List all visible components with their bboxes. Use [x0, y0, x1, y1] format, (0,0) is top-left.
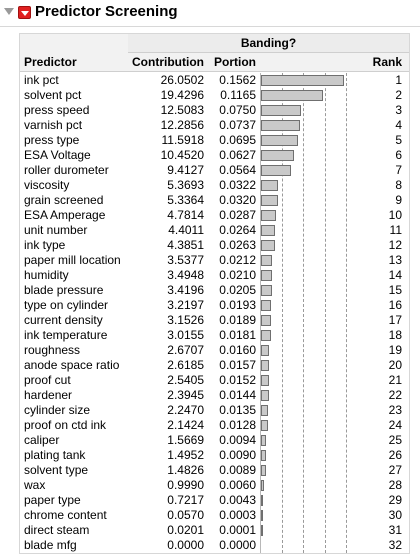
- portion-bar: [261, 210, 276, 221]
- predictor-cell: hardener: [24, 388, 73, 402]
- predictor-cell: ink temperature: [24, 328, 108, 342]
- portion-cell: 0.0627: [219, 148, 256, 162]
- predictor-cell: wax: [24, 478, 46, 492]
- table-row[interactable]: [20, 358, 409, 373]
- portion-cell: 0.0128: [219, 418, 256, 432]
- table-row[interactable]: [20, 538, 409, 553]
- table-row[interactable]: [20, 118, 409, 133]
- rank-cell: 16: [388, 298, 402, 312]
- portion-bar-cell: [261, 253, 367, 268]
- report-outline-header: [0, 0, 420, 28]
- table-row[interactable]: [20, 268, 409, 283]
- table-row[interactable]: [20, 88, 409, 103]
- contribution-cell: 1.4826: [167, 463, 204, 477]
- predictor-cell: current density: [24, 313, 103, 327]
- portion-cell: 0.0212: [219, 253, 256, 267]
- table-row[interactable]: [20, 238, 409, 253]
- portion-bar-cell: [261, 493, 367, 508]
- predictor-cell: blade pressure: [24, 283, 104, 297]
- portion-cell: 0.1562: [219, 73, 256, 87]
- table-row[interactable]: [20, 523, 409, 538]
- rank-cell: 25: [388, 433, 402, 447]
- portion-bar-cell: [261, 268, 367, 283]
- rank-cell: 3: [395, 103, 402, 117]
- contribution-cell: 3.4196: [167, 283, 204, 297]
- table-row[interactable]: [20, 313, 409, 328]
- predictor-cell: solvent pct: [24, 88, 82, 102]
- predictor-cell: solvent type: [24, 463, 89, 477]
- portion-cell: 0.0003: [219, 508, 256, 522]
- contribution-cell: 2.6707: [167, 343, 204, 357]
- predictor-cell: plating tank: [24, 448, 86, 462]
- table-body: [20, 73, 409, 553]
- portion-bar-cell: [261, 448, 367, 463]
- portion-bar: [261, 495, 263, 506]
- table-row[interactable]: [20, 343, 409, 358]
- predictor-cell: press type: [24, 133, 80, 147]
- contribution-cell: 3.1526: [167, 313, 204, 327]
- portion-cell: 0.0060: [219, 478, 256, 492]
- portion-bar-cell: [261, 238, 367, 253]
- portion-bar-cell: [261, 223, 367, 238]
- portion-bar: [261, 420, 268, 431]
- rank-cell: 30: [388, 508, 402, 522]
- portion-cell: 0.0695: [219, 133, 256, 147]
- portion-bar-cell: [261, 118, 367, 133]
- predictor-cell: caliper: [24, 433, 60, 447]
- predictor-cell: press speed: [24, 103, 90, 117]
- portion-bar: [261, 255, 272, 266]
- portion-bar-cell: [261, 163, 367, 178]
- rank-cell: 7: [395, 163, 402, 177]
- portion-cell: 0.0287: [219, 208, 256, 222]
- portion-cell: 0.0205: [219, 283, 256, 297]
- contribution-cell: 4.4011: [168, 223, 204, 237]
- portion-bar-cell: [261, 328, 367, 343]
- portion-cell: 0.0094: [219, 433, 256, 447]
- table-row[interactable]: [20, 253, 409, 268]
- contribution-cell: 1.4952: [167, 448, 204, 462]
- portion-cell: 0.0160: [219, 343, 256, 357]
- portion-cell: 0.0193: [219, 298, 256, 312]
- predictor-cell: cylinder size: [24, 403, 91, 417]
- portion-bar-cell: [261, 73, 367, 88]
- portion-cell: 0.0135: [219, 403, 256, 417]
- portion-cell: 0.0001: [219, 523, 256, 537]
- contribution-cell: 12.5083: [160, 103, 204, 117]
- contribution-cell: 0.0000: [167, 538, 204, 552]
- rank-cell: 18: [388, 328, 402, 342]
- portion-bar-cell: [261, 358, 367, 373]
- rank-cell: 11: [389, 223, 402, 237]
- portion-bar-cell: [261, 343, 367, 358]
- predictor-cell: proof cut: [24, 373, 71, 387]
- portion-bar: [261, 510, 263, 521]
- portion-bar: [261, 360, 269, 371]
- portion-bar-cell: [261, 433, 367, 448]
- predictor-cell: blade mfg: [24, 538, 77, 552]
- portion-bar: [261, 105, 301, 116]
- table-row[interactable]: [20, 433, 409, 448]
- predictor-cell: ESA Amperage: [24, 208, 106, 222]
- rank-cell: 32: [388, 538, 402, 552]
- predictor-cell: type on cylinder: [24, 298, 109, 312]
- table-row[interactable]: [20, 193, 409, 208]
- rank-cell: 8: [395, 178, 402, 192]
- rank-cell: 4: [395, 118, 402, 132]
- predictor-cell: anode space ratio: [24, 358, 120, 372]
- portion-bar-cell: [261, 373, 367, 388]
- predictor-cell: direct steam: [24, 523, 90, 537]
- collapse-triangle-icon[interactable]: [4, 8, 14, 15]
- portion-bar-cell: [261, 508, 367, 523]
- rank-cell: 26: [388, 448, 402, 462]
- contribution-cell: 5.3693: [167, 178, 204, 192]
- table-row[interactable]: [20, 388, 409, 403]
- predictor-cell: humidity: [24, 268, 69, 282]
- group-header: Banding?: [128, 34, 409, 52]
- report-title: Predictor Screening: [35, 3, 178, 20]
- portion-cell: 0.0043: [219, 493, 256, 507]
- portion-bar: [261, 90, 323, 101]
- rank-cell: 9: [395, 193, 402, 207]
- portion-bar: [261, 525, 263, 536]
- contribution-cell: 10.4520: [160, 148, 204, 162]
- contribution-cell: 2.5405: [167, 373, 204, 387]
- menu-triangle-icon: [21, 11, 29, 16]
- contribution-cell: 2.6185: [167, 358, 204, 372]
- predictor-cell: ink type: [24, 238, 66, 252]
- contribution-cell: 4.3851: [167, 238, 204, 252]
- portion-cell: 0.0322: [219, 178, 256, 192]
- portion-cell: 0.0750: [219, 103, 256, 117]
- portion-bar: [261, 390, 269, 401]
- rank-cell: 5: [395, 133, 402, 147]
- column-header-portion[interactable]: Portion: [206, 53, 260, 71]
- portion-bar: [261, 300, 271, 311]
- rank-cell: 23: [388, 403, 402, 417]
- portion-bar: [261, 150, 294, 161]
- contribution-cell: 9.4127: [167, 163, 204, 177]
- predictor-cell: varnish pct: [24, 118, 83, 132]
- predictor-cell: roller durometer: [24, 163, 109, 177]
- portion-bar-cell: [261, 538, 367, 553]
- red-triangle-menu-button[interactable]: [18, 6, 31, 19]
- contribution-cell: 2.2470: [167, 403, 204, 417]
- contribution-cell: 12.2856: [160, 118, 204, 132]
- table-row[interactable]: [20, 463, 409, 478]
- portion-cell: 0.0564: [219, 163, 256, 177]
- contribution-cell: 3.4948: [167, 268, 204, 282]
- portion-cell: 0.0152: [219, 373, 256, 387]
- portion-bar: [261, 465, 266, 476]
- portion-cell: 0.1165: [220, 88, 256, 102]
- table-row[interactable]: [20, 448, 409, 463]
- rank-cell: 6: [395, 148, 402, 162]
- portion-bar-cell: [261, 103, 367, 118]
- portion-bar: [261, 480, 264, 491]
- portion-cell: 0.0264: [219, 223, 256, 237]
- contribution-cell: 1.5669: [167, 433, 204, 447]
- contribution-cell: 26.0502: [160, 73, 204, 87]
- portion-bar: [261, 75, 344, 86]
- contribution-cell: 4.7814: [167, 208, 204, 222]
- table-row[interactable]: [20, 508, 409, 523]
- portion-cell: 0.0000: [219, 538, 256, 552]
- portion-bar: [261, 375, 269, 386]
- portion-bar: [261, 165, 291, 176]
- rank-cell: 24: [388, 418, 402, 432]
- contribution-cell: 2.1424: [167, 418, 204, 432]
- predictor-cell: paper mill location: [24, 253, 121, 267]
- portion-cell: 0.0320: [219, 193, 256, 207]
- predictor-cell: unit number: [24, 223, 88, 237]
- portion-bar-cell: [261, 478, 367, 493]
- contribution-cell: 11.5918: [161, 133, 204, 147]
- table-row[interactable]: [20, 283, 409, 298]
- rank-cell: 27: [388, 463, 402, 477]
- portion-bar-cell: [261, 418, 367, 433]
- table-row[interactable]: [20, 298, 409, 313]
- rank-cell: 15: [388, 283, 402, 297]
- portion-cell: 0.0263: [219, 238, 256, 252]
- contribution-cell: 2.3945: [167, 388, 204, 402]
- portion-bar-cell: [261, 133, 367, 148]
- rank-cell: 13: [388, 253, 402, 267]
- portion-bar-cell: [261, 208, 367, 223]
- portion-bar-cell: [261, 283, 367, 298]
- table-row[interactable]: [20, 103, 409, 118]
- rank-cell: 21: [388, 373, 402, 387]
- contribution-cell: 0.9990: [167, 478, 204, 492]
- rank-cell: 12: [388, 238, 402, 252]
- portion-bar: [261, 195, 278, 206]
- column-header-rank[interactable]: Rank: [367, 53, 409, 71]
- contribution-cell: 19.4296: [160, 88, 204, 102]
- predictor-cell: roughness: [24, 343, 81, 357]
- rank-cell: 20: [388, 358, 402, 372]
- header-divider: [20, 71, 409, 72]
- portion-cell: 0.0089: [219, 463, 256, 477]
- rank-cell: 17: [388, 313, 402, 327]
- table-row[interactable]: [20, 328, 409, 343]
- predictor-cell: paper type: [24, 493, 81, 507]
- column-header-contribution[interactable]: Contribution: [128, 53, 206, 71]
- column-header-bar: [260, 53, 367, 71]
- contribution-cell: 0.0570: [167, 508, 204, 522]
- contribution-cell: 0.0201: [167, 523, 204, 537]
- portion-bar: [261, 435, 266, 446]
- contribution-cell: 5.3364: [167, 193, 204, 207]
- contribution-cell: 3.2197: [167, 298, 204, 312]
- portion-cell: 0.0157: [219, 358, 256, 372]
- table-row[interactable]: [20, 133, 409, 148]
- portion-cell: 0.0189: [219, 313, 256, 327]
- portion-bar-cell: [261, 178, 367, 193]
- table-row[interactable]: [20, 178, 409, 193]
- contribution-cell: 3.0155: [167, 328, 204, 342]
- portion-cell: 0.0181: [219, 328, 256, 342]
- rank-cell: 19: [388, 343, 402, 357]
- portion-bar-cell: [261, 313, 367, 328]
- portion-cell: 0.0144: [219, 388, 256, 402]
- table-row[interactable]: [20, 163, 409, 178]
- table-row[interactable]: [20, 208, 409, 223]
- portion-bar: [261, 285, 272, 296]
- portion-bar: [261, 330, 271, 341]
- portion-bar-cell: [261, 388, 367, 403]
- portion-cell: 0.0090: [219, 448, 256, 462]
- rank-cell: 31: [388, 523, 402, 537]
- portion-bar: [261, 345, 269, 356]
- portion-bar: [261, 225, 275, 236]
- title-divider: [0, 26, 420, 27]
- portion-bar: [261, 180, 278, 191]
- table-row[interactable]: [20, 223, 409, 238]
- predictor-cell: ink pct: [24, 73, 59, 87]
- rank-cell: 28: [388, 478, 402, 492]
- portion-bar-cell: [261, 523, 367, 538]
- portion-bar-cell: [261, 148, 367, 163]
- rank-cell: 10: [388, 208, 402, 222]
- portion-bar: [261, 120, 300, 131]
- portion-bar-cell: [261, 403, 367, 418]
- table-row[interactable]: [20, 373, 409, 388]
- predictor-cell: proof on ctd ink: [24, 418, 107, 432]
- predictor-cell: viscosity: [24, 178, 70, 192]
- predictor-screening-table: [19, 33, 410, 554]
- portion-bar-cell: [261, 298, 367, 313]
- rank-cell: 14: [388, 268, 402, 282]
- rank-cell: 2: [395, 88, 402, 102]
- portion-bar: [261, 135, 298, 146]
- rank-cell: 29: [388, 493, 402, 507]
- table-row[interactable]: [20, 148, 409, 163]
- portion-bar-cell: [261, 463, 367, 478]
- column-header-predictor[interactable]: Predictor: [20, 53, 128, 71]
- portion-bar: [261, 315, 271, 326]
- portion-bar: [261, 270, 272, 281]
- table-row[interactable]: [20, 493, 409, 508]
- portion-bar: [261, 450, 266, 461]
- portion-bar-cell: [261, 193, 367, 208]
- table-row[interactable]: [20, 73, 409, 88]
- table-row[interactable]: [20, 418, 409, 433]
- rank-cell: 22: [388, 388, 402, 402]
- table-row[interactable]: [20, 403, 409, 418]
- contribution-cell: 3.5377: [167, 253, 204, 267]
- rank-cell: 1: [395, 73, 402, 87]
- portion-bar-cell: [261, 88, 367, 103]
- portion-bar: [261, 240, 275, 251]
- table-row[interactable]: [20, 478, 409, 493]
- portion-bar: [261, 405, 268, 416]
- predictor-cell: chrome content: [24, 508, 107, 522]
- contribution-cell: 0.7217: [167, 493, 204, 507]
- portion-cell: 0.0210: [219, 268, 256, 282]
- predictor-cell: grain screened: [24, 193, 104, 207]
- predictor-cell: ESA Voltage: [24, 148, 91, 162]
- portion-cell: 0.0737: [219, 118, 256, 132]
